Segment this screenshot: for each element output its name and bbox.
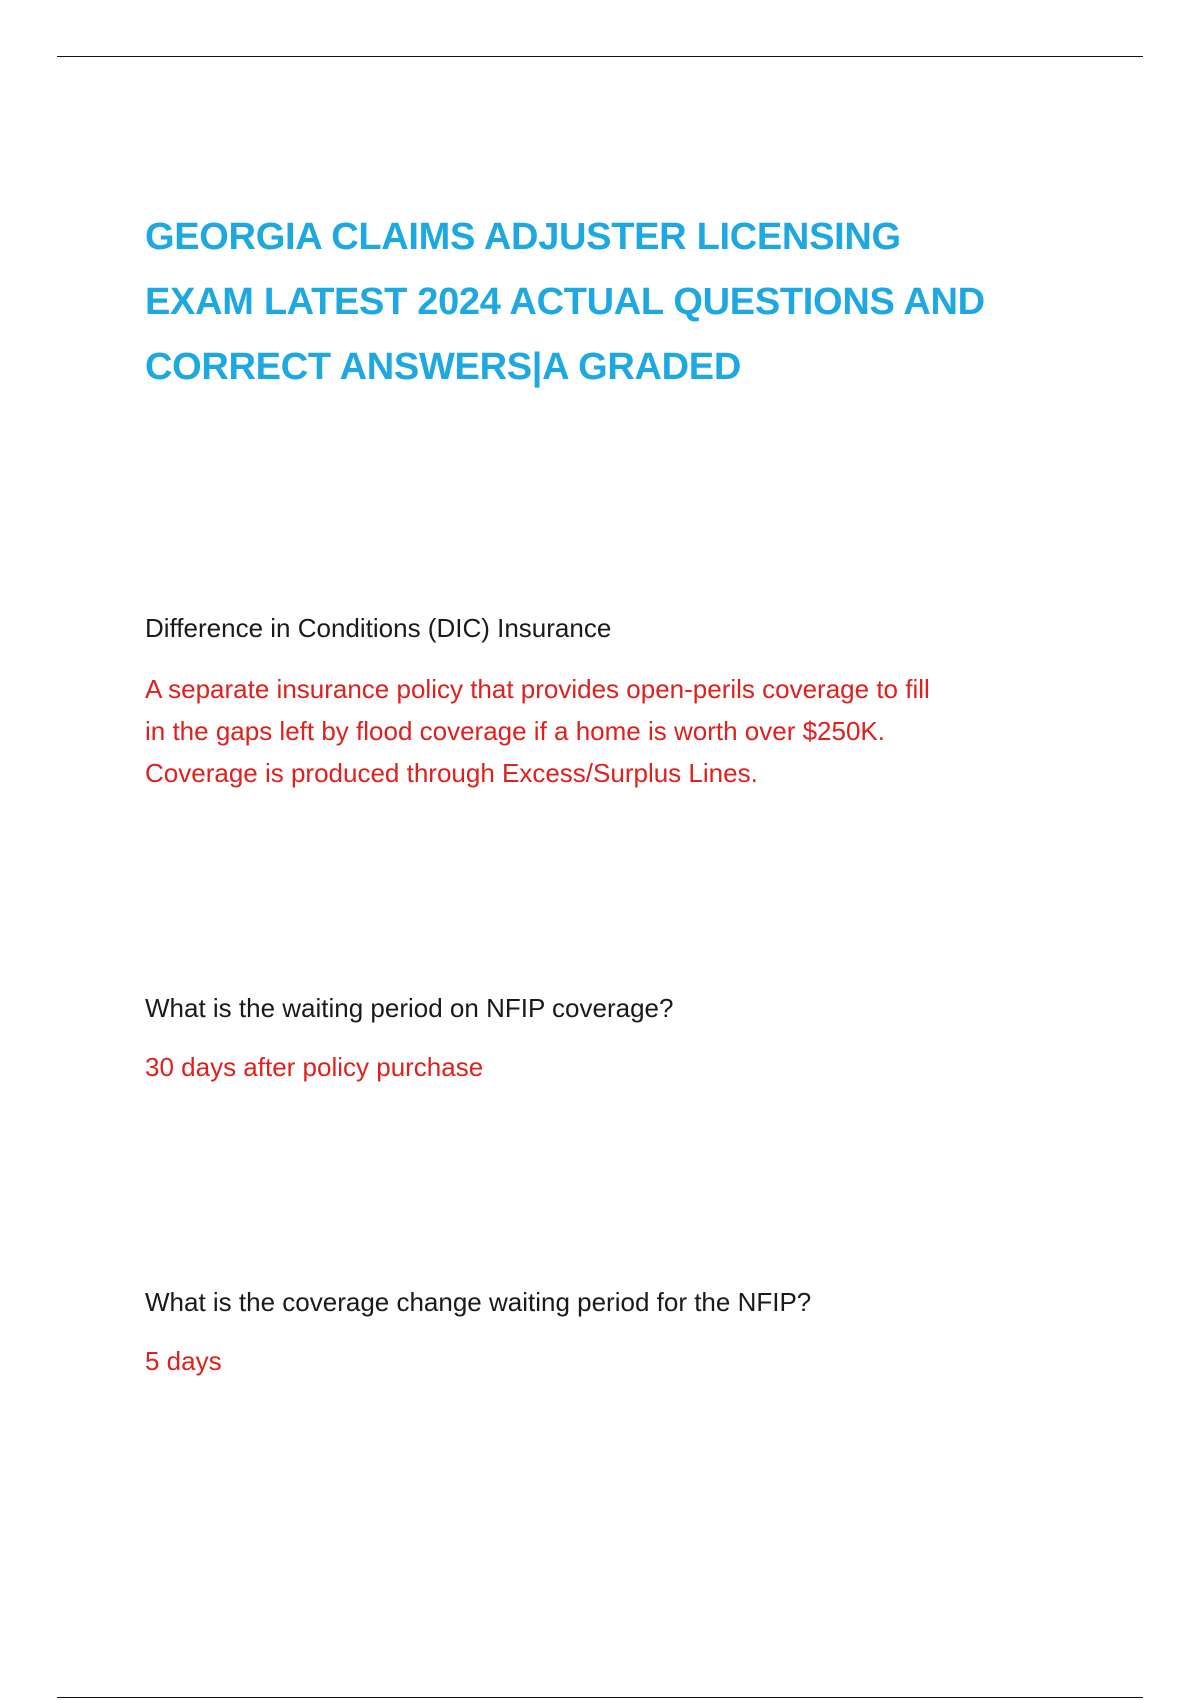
title-line: GEORGIA CLAIMS ADJUSTER LICENSING [145,216,901,258]
qa-item [145,608,1075,794]
answer-line: A separate insurance policy that provides open-perils coverage to fill [145,674,930,704]
question-text: What is the waiting period on NFIP coverage? [145,993,674,1023]
top-divider [57,56,1143,57]
title-line: EXAM LATEST 2024 ACTUAL QUESTIONS AND [145,281,985,323]
answer-text [145,1046,1075,1088]
answer-text [145,1340,1075,1382]
document-title [145,205,1105,400]
answer-line: Coverage is produced through Excess/Surplus Lines. [145,758,758,788]
qa-item [145,988,1075,1088]
answer-text [145,668,1075,794]
question-text: What is the coverage change waiting period for the NFIP? [145,1287,812,1317]
answer-line: 30 days after policy purchase [145,1052,484,1082]
title-line: CORRECT ANSWERS|A GRADED [145,346,741,388]
answer-line: 5 days [145,1346,222,1376]
question-text: Difference in Conditions (DIC) Insurance [145,613,612,643]
answer-line: in the gaps left by flood coverage if a home is worth over $250K. [145,716,885,746]
qa-item [145,1282,1075,1382]
bottom-divider [57,1697,1143,1698]
